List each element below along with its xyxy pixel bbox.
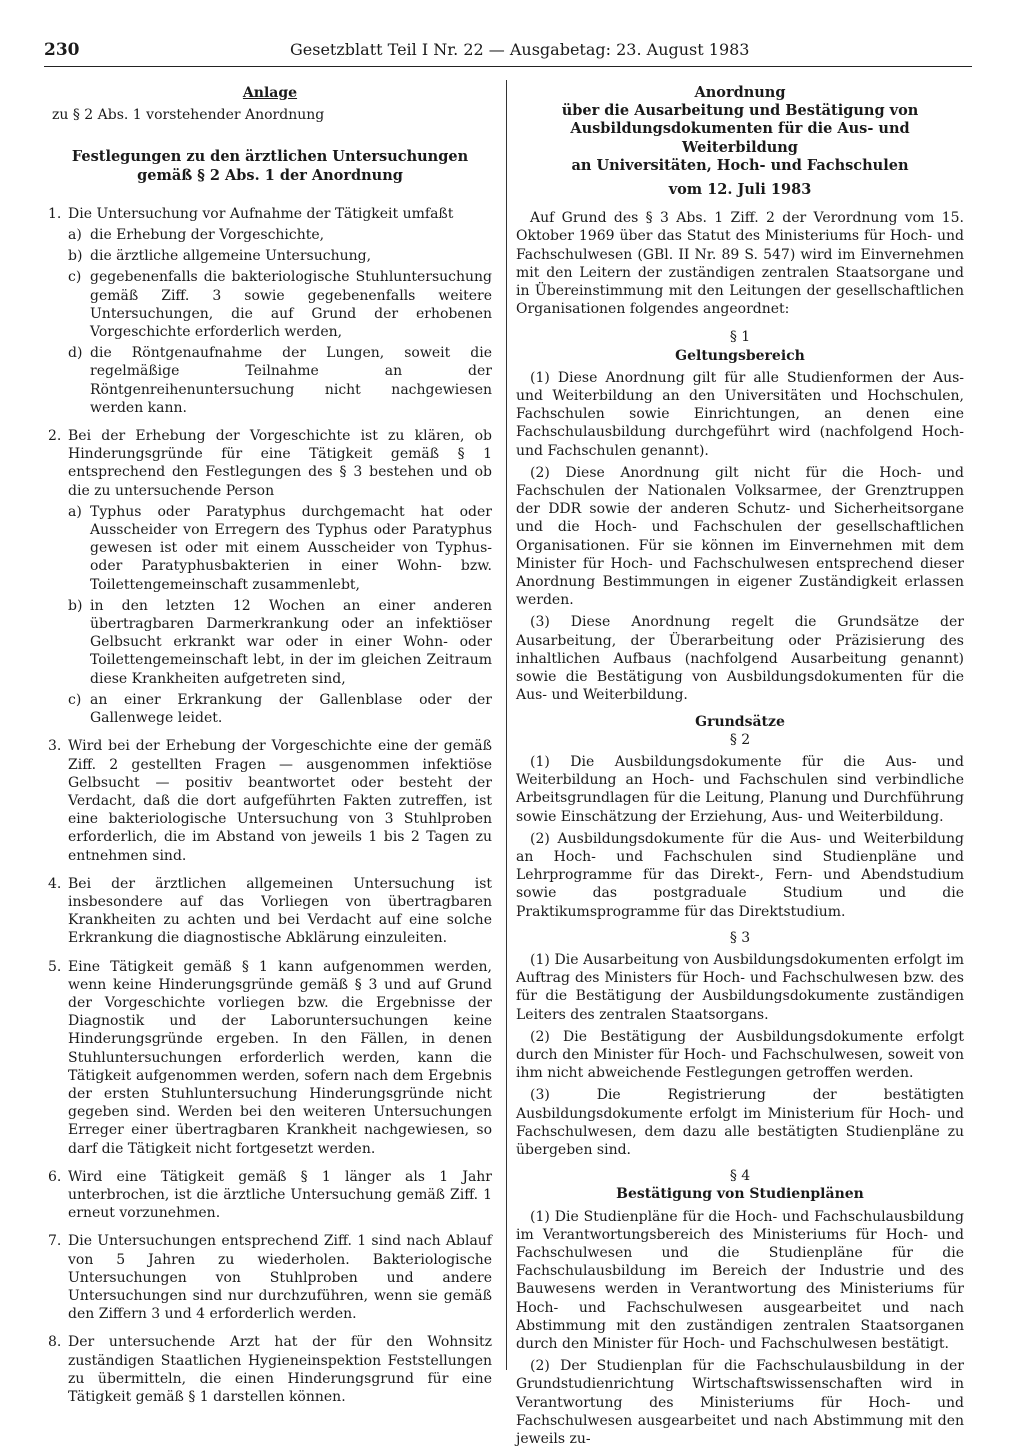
item-number: 2.: [48, 428, 62, 445]
section-3-para-1: (1) Die Ausarbeitung von Ausbildungsdokumenten erfolgt im Auftrag des Ministers für Hoch- und Fachschulwesen bzw. des für die Bestätigung der Ausbildungsdokumente zuständigen Leiters des zentralen Staatsorgans.: [516, 951, 964, 1023]
column-divider: [506, 80, 507, 1370]
sub-item: [68, 691, 492, 727]
sub-text: gegebenenfalls die bakteriologische Stuhluntersuchung gemäß Ziff. 3 sowie gegebenenfalls weitere Untersuchungen, die auf Grund der erhobenen Vorgeschichte erforderlich werden,: [90, 269, 492, 341]
page-number: 230: [44, 40, 80, 60]
ordinance-title-line3: Ausbildungsdokumenten für die Aus- und Weiterbildung: [570, 120, 910, 156]
sub-label: a): [68, 503, 82, 520]
annex-heading-line2: gemäß § 2 Abs. 1 der Anordnung: [137, 166, 403, 184]
sub-label: c): [68, 691, 82, 708]
ordinance-title-line2: über die Ausarbeitung und Bestätigung von: [561, 102, 919, 120]
section-4-title: Bestätigung von Studienplänen: [616, 1186, 864, 1203]
list-item-8: [48, 1333, 492, 1406]
section-1-title: Geltungsbereich: [675, 347, 805, 364]
item-number: 4.: [48, 875, 62, 892]
sub-label: a): [68, 227, 82, 244]
sub-item: [68, 247, 492, 265]
sub-label: b): [68, 597, 83, 614]
grundsaetze-heading: Grundsätze: [695, 713, 785, 730]
sub-text: die Röntgenaufnahme der Lungen, soweit die regelmäßige Teilnahme an der Röntgenreihenuntersuchung nicht nachgewiesen werden kann.: [90, 345, 492, 416]
sub-label: d): [68, 345, 83, 362]
item-number: 8.: [48, 1334, 62, 1351]
sub-item: [68, 268, 492, 341]
section-4-label: § 4: [729, 1168, 751, 1185]
item-number: 3.: [48, 738, 62, 755]
running-title: Gesetzblatt Teil I Nr. 22 — Ausgabetag: 23. August 1983: [290, 40, 750, 59]
list-item-4: [48, 875, 492, 948]
item-text: Die Untersuchung vor Aufnahme der Tätigkeit umfaßt: [68, 205, 454, 222]
left-column: [48, 84, 492, 1406]
section-2-para-1: (1) Die Ausbildungsdokumente für die Aus- und Weiterbildung an Hoch- und Fachschulen sind verbindliche Arbeitsgrundlagen für die Leitung, Planung und Durchführung sowie Einschätzung der Erziehung, Aus- und Weiterbildung.: [516, 753, 964, 825]
anlage-label: Anlage: [242, 85, 298, 101]
anlage-reference: zu § 2 Abs. 1 vorstehender Anordnung: [52, 107, 325, 124]
list-item-5: [48, 958, 492, 1158]
item-text: Der untersuchende Arzt hat der für den Wohnsitz zuständigen Staatlichen Hygieneinspektion Feststellungen zu übermitteln, die einen Hinderungsgrund für eine Tätigkeit gemäß § 1 darstellen können.: [68, 1334, 492, 1405]
sub-item: [68, 597, 492, 688]
section-1-label: § 1: [729, 329, 751, 346]
right-column: [516, 84, 964, 1448]
section-4-para-1: (1) Die Studienpläne für die Hoch- und Fachschulausbildung im Verantwortungsbereich des Ministeriums für Hoch- und Fachschulwesen und die Studienpläne für die Fachschulausbildung im Bereich der Industrie und des Bauwesens werden in Verantwortung des Ministeriums für Hoch- und Fachschulwesen ausgearbeitet und nach Abstimmung mit den zuständigen zentralen Staatsorganen durch den Minister für Hoch- und Fachschulwesen bestätigt.: [516, 1208, 964, 1352]
sub-text: an einer Erkrankung der Gallenblase oder der Gallenwege leidet.: [90, 691, 492, 727]
section-1-para-2: (2) Diese Anordnung gilt nicht für die Hoch- und Fachschulen der Nationalen Volksarmee, der Grenztruppen der DDR sowie der anderen Schutz- und Sicherheitsorgane und die Hoch- und Fachschulen der gesellschaftlichen Organisationen. Für sie können im Einvernehmen mit dem Minister für Hoch- und Fachschulwesen entsprechend dieser Anordnung Bestimmungen in eigener Zuständigkeit erlassen werden.: [516, 464, 964, 609]
header-rule: [44, 66, 972, 67]
section-3-para-3: (3) Die Registrierung der bestätigten Ausbildungsdokumente erfolgt im Ministerium für Hoch- und Fachschulwesen, dem dazu alle bestätigten Studienpläne zu übergeben sind.: [516, 1087, 964, 1158]
section-3-para-2: (2) Die Bestätigung der Ausbildungsdokumente erfolgt durch den Minister für Hoch- und Fachschulwesen, soweit von ihm nicht abweichende Festlegungen getroffen werden.: [516, 1028, 964, 1082]
annex-heading-line1: Festlegungen zu den ärztlichen Untersuchungen: [71, 148, 469, 166]
item-text: Die Untersuchungen entsprechend Ziff. 1 sind nach Ablauf von 5 Jahren zu wiederholen. Bakteriologische Untersuchungen von Stuhlproben und andere Untersuchungen sind nur durchzuführen, wenn sie gemäß den Ziffern 3 und 4 erforderlich werden.: [68, 1233, 492, 1323]
sub-text: Typhus oder Paratyphus durchgemacht hat oder Ausscheider von Erregern des Typhus oder Paratyphus gewesen ist oder mit einem Ausscheider von Typhus- oder Paratyphusbakterien in einer Wohn- bzw. Toilettengemeinschaft zusammenlebt,: [90, 503, 492, 593]
section-1-para-1: (1) Diese Anordnung gilt für alle Studienformen der Aus- und Weiterbildung an den Universitäten und Hochschulen, Fachschulen sowie Einrichtungen, an denen eine Fachschulausbildung durchgeführt wird (nachfolgend Hoch- und Fachschulen genannt).: [516, 369, 964, 459]
item-text: Wird bei der Erhebung der Vorgeschichte eine der gemäß Ziff. 2 gestellten Fragen — ausgenommen infektiöse Gelbsucht — positiv beantwortet oder besteht der Verdacht, daß die dort aufgeführten Fakten zutreffen, ist eine bakteriologische Untersuchung von 3 Stuhlproben erforderlich, die im Abstand von jeweils 1 bis 2 Tagen zu entnehmen sind.: [68, 738, 492, 864]
list-item-3: [48, 737, 492, 864]
item-text: Bei der Erhebung der Vorgeschichte ist zu klären, ob Hinderungsgründe für eine Tätigkeit gemäß § 1 entsprechend den Festlegungen des § 3 bestehen und ob die zu untersuchende Person: [68, 428, 492, 499]
sub-item: [68, 226, 492, 244]
sub-item: [68, 503, 492, 594]
section-1-para-3: (3) Diese Anordnung regelt die Grundsätze der Ausarbeitung, der Überarbeitung oder Präzisierung des inhaltlichen Aufbaus (nachfolgend Ausarbeitung genannt) sowie die Bestätigung von Ausbildungsdokumenten für die Aus- und Weiterbildung.: [516, 614, 964, 704]
sub-item: [68, 344, 492, 417]
sub-text: die ärztliche allgemeine Untersuchung,: [90, 248, 372, 265]
list-item-6: [48, 1168, 492, 1223]
section-3-label: § 3: [729, 929, 751, 946]
item-number: 1.: [48, 205, 62, 222]
item-text: Bei der ärztlichen allgemeinen Untersuchung ist insbesondere auf das Vorliegen von übertragbaren Krankheiten zu achten und bei Verdacht auf eine solche Erkrankung die diagnostische Abklärung einzuleiten.: [68, 875, 492, 947]
section-2-label: § 2: [729, 731, 751, 748]
item-text: Wird eine Tätigkeit gemäß § 1 länger als 1 Jahr unterbrochen, ist die ärztliche Untersuchung gemäß Ziff. 1 erneut vorzunehmen.: [68, 1168, 492, 1222]
section-2-para-2: (2) Ausbildungsdokumente für die Aus- und Weiterbildung an Hoch- und Fachschulen sind Studienpläne und Lehrprogramme für das Direkt-, Fern- und Abendstudium sowie das postgraduale Studium und die Praktikumsprogramme für das Direktstudium.: [516, 830, 964, 920]
ordinance-date: vom 12. Juli 1983: [668, 181, 812, 199]
sub-text: die Erhebung der Vorgeschichte,: [90, 227, 325, 244]
item-number: 7.: [48, 1233, 62, 1250]
examination-list: [48, 205, 492, 1406]
ordinance-title-line4: an Universitäten, Hoch- und Fachschulen: [571, 156, 909, 174]
sub-label: c): [68, 269, 82, 286]
section-4-para-2: (2) Der Studienplan für die Fachschulausbildung in der Grundstudienrichtung Wirtschaftswissenschaften wird in Verantwortung des Ministeriums für Hoch- und Fachschulwesen ausgearbeitet und nach Abstimmung mit den jeweils zu-: [516, 1358, 964, 1448]
ordinance-title-line1: Anordnung: [694, 84, 786, 101]
list-item-1: [48, 205, 492, 417]
list-item-7: [48, 1232, 492, 1323]
item-number: 5.: [48, 958, 62, 975]
item-text: Eine Tätigkeit gemäß § 1 kann aufgenommen werden, wenn keine Hinderungsgründe gemäß § 3 und auf Grund der Vorgeschichte vorliegen bzw. die Ergebnisse der Diagnostik und der Laboruntersuchungen keine Hinderungsgründe ergeben. In den Fällen, in denen Stuhluntersuchungen erforderlich werden, kann die Tätigkeit aufgenommen werden, sofern nach dem Ergebnis der ersten Stuhluntersuchung Hinderungsgründe nicht gegeben sind. Werden bei den weiteren Untersuchungen Erreger einer übertragbaren Krankheit nachgewiesen, so darf die Tätigkeit nicht fortgesetzt werden.: [68, 958, 492, 1157]
sub-text: in den letzten 12 Wochen an einer anderen übertragbaren Darmerkrankung oder an infektiöser Gelbsucht erkrankt war oder in einer Wohn- oder Toilettengemeinschaft lebt, in der im gleichen Zeitraum diese Krankheiten aufgetreten sind,: [90, 597, 492, 687]
page-header: [44, 40, 972, 66]
sub-label: b): [68, 248, 83, 265]
list-item-2: [48, 427, 492, 727]
item-number: 6.: [48, 1168, 62, 1185]
preamble: Auf Grund des § 3 Abs. 1 Ziff. 2 der Verordnung vom 15. Oktober 1969 über das Statut des Ministeriums für Hoch- und Fachschulwesen (GBl. II Nr. 89 S. 547) wird im Einvernehmen mit den Leitern der zuständigen zentralen Staatsorgane und in Übereinstimmung mit den Leitungen der gesellschaftlichen Organisationen folgendes angeordnet:: [516, 210, 964, 318]
